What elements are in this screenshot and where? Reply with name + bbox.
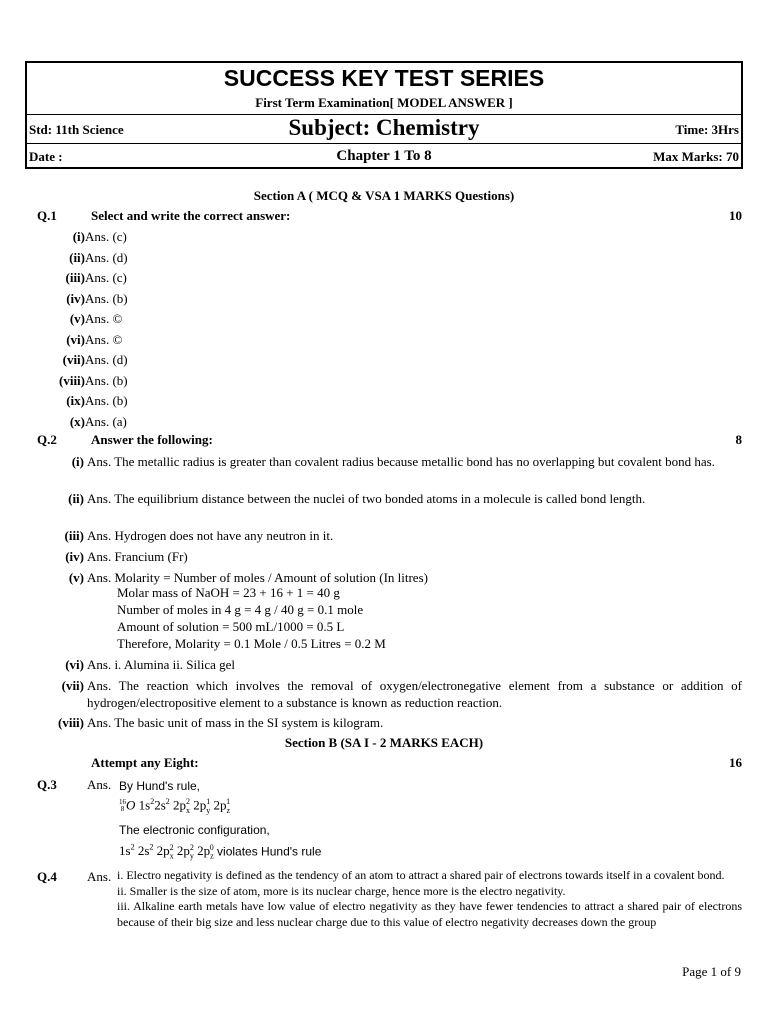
q2-answer xyxy=(64,527,742,544)
molarity-step: Molar mass of NaOH = 23 + 16 + 1 = 40 g xyxy=(117,585,340,600)
q2-answer xyxy=(68,490,742,507)
q4-point: ii. Smaller is the size of atom, more is its nuclear charge, hence more is the electro negativity. xyxy=(117,883,566,898)
answer-number: (viii) xyxy=(59,372,85,388)
section-a-heading: Section A ( MCQ & VSA 1 MARKS Questions) xyxy=(253,188,515,203)
question-text: Select and write the correct answer: xyxy=(91,208,291,223)
hund-rule-line: By Hund's rule, xyxy=(119,779,200,793)
page-number: Page 1 of 9 xyxy=(682,964,741,979)
attempt-instruction: Attempt any Eight: xyxy=(91,755,199,770)
answer-text: Ans. i. Alumina ii. Silica gel xyxy=(87,657,236,672)
q1-answer xyxy=(47,250,128,266)
molarity-step: Therefore, Molarity = 0.1 Mole / 0.5 Litres = 0.2 M xyxy=(117,636,386,651)
answer-label: Ans. xyxy=(87,777,112,792)
answer-number: (i) xyxy=(72,229,85,244)
oxygen-configuration: 16 8 O $1s^22s^2$ $2p_x^2$ $2p_y^1$ $2p_z^1$ xyxy=(119,797,231,815)
q2-answer xyxy=(65,656,742,673)
q4-point: iii. Alkaline earth metals have low value of electro negativity as they have fewer tendencies to attract a shared pair of electrons because of their big size and less nuclear charge due to this value of electro negativity decreases down the group xyxy=(117,899,742,929)
section-marks: 16 xyxy=(729,755,742,770)
answer-text: Ans. Hydrogen does not have any neutron in it. xyxy=(87,528,334,543)
q1-answer xyxy=(47,414,127,430)
q1-answer xyxy=(47,311,122,327)
q4-indent-mask xyxy=(87,886,117,956)
answer-text: Ans. (b) xyxy=(85,290,128,306)
answer-number: (vi) xyxy=(66,331,85,347)
test-series-title: SUCCESS KEY TEST SERIES xyxy=(223,65,545,91)
question-number: Q.1 xyxy=(37,208,57,223)
answer-text: Ans. (d) xyxy=(85,249,128,265)
question-number: Q.3 xyxy=(37,777,57,792)
q2-answer xyxy=(68,569,742,586)
answer-number: (vi) xyxy=(65,657,84,672)
max-marks-label: Max Marks: 70 xyxy=(653,149,739,164)
header-box xyxy=(25,61,743,169)
answer-number: (viii) xyxy=(58,715,84,730)
exam-subtitle: First Term Examination[ MODEL ANSWER ] xyxy=(255,95,513,110)
header-divider xyxy=(27,143,741,144)
q2-answer xyxy=(58,714,742,731)
q1-answer xyxy=(47,352,128,368)
answer-number: (ii) xyxy=(69,249,85,265)
time-label: Time: 3Hrs xyxy=(675,122,739,137)
q1-answer xyxy=(47,270,127,286)
molarity-step: Amount of solution = 500 mL/1000 = 0.5 L xyxy=(117,619,345,634)
answer-text: Ans. (c) xyxy=(85,229,127,244)
q1-answer xyxy=(47,291,128,307)
answer-text: Ans. (a) xyxy=(85,413,127,429)
answer-text: Ans. (c) xyxy=(85,270,127,285)
q1-answer xyxy=(47,393,128,409)
answer-text: Ans. The reaction which involves the removal of oxygen/electronegative element from a substance or addition of hydrogen/electropositive element to a substance is known as reduction reaction. xyxy=(87,678,742,710)
answer-number: (iii) xyxy=(65,270,85,285)
std-label: Std: 11th Science xyxy=(29,122,124,137)
answer-number: (ii) xyxy=(68,491,84,506)
q2-answer xyxy=(65,548,742,565)
q2-answer xyxy=(71,453,742,470)
question-marks: 8 xyxy=(735,432,742,447)
molarity-step: Number of moles in 4 g = 4 g / 40 g = 0.1 mole xyxy=(117,602,364,617)
answer-number: (vii) xyxy=(61,678,84,693)
answer-number: (x) xyxy=(69,413,85,429)
answer-number: (vii) xyxy=(62,352,85,367)
answer-text: Ans. The metallic radius is greater than covalent radius because metallic bond has no overlapping but covalent bond has. xyxy=(87,454,715,469)
answer-number: (iv) xyxy=(66,290,85,306)
answer-text: Ans. © xyxy=(85,311,123,326)
answer-text: Ans. © xyxy=(85,331,123,347)
answer-number: (iv) xyxy=(65,549,84,564)
answer-text: Ans. Francium (Fr) xyxy=(87,549,188,564)
answer-text: Ans. (d) xyxy=(85,352,128,367)
answer-number: (iii) xyxy=(64,528,84,543)
question-marks: 10 xyxy=(729,208,742,223)
section-b-heading: Section B (SA I - 2 MARKS EACH) xyxy=(284,735,484,750)
q4-answer-text xyxy=(117,868,742,930)
q4-point: i. Electro negativity is defined as the tendency of an atom to attract a shared pair of electrons towards itself in a covalent bond. xyxy=(117,868,725,882)
answer-text: Ans. The equilibrium distance between the nuclei of two bonded atoms in a molecule is called bond length. xyxy=(87,491,646,506)
q2-answer xyxy=(61,677,742,711)
violation-note: violates Hund's rule xyxy=(217,844,322,859)
answer-number: (v) xyxy=(68,570,84,585)
date-label: Date : xyxy=(29,149,63,164)
violating-configuration: $1s^2$ $2s^2$ $2p_x^2$ $2p_y^2$ $2p_z^0$ violates Hund's rule xyxy=(119,843,322,861)
answer-label: Ans. xyxy=(87,869,112,884)
question-number: Q.4 xyxy=(37,869,57,884)
answer-number: (v) xyxy=(69,311,85,326)
subject-label: Subject: Chemistry xyxy=(288,115,480,140)
answer-number: (ix) xyxy=(66,393,85,408)
q1-answer xyxy=(47,332,122,348)
q1-answer xyxy=(47,373,128,389)
question-number: Q.2 xyxy=(37,432,57,447)
answer-text: Ans. (b) xyxy=(85,393,128,408)
electronic-config-line: The electronic configuration, xyxy=(119,823,270,837)
question-text: Answer the following: xyxy=(91,432,213,447)
answer-text: Ans. The basic unit of mass in the SI system is kilogram. xyxy=(87,715,384,730)
answer-text: Ans. Molarity = Number of moles / Amount of solution (In litres) xyxy=(87,570,428,585)
answer-number: (i) xyxy=(71,454,84,469)
answer-text: Ans. (b) xyxy=(85,372,128,388)
chapter-label: Chapter 1 To 8 xyxy=(336,148,432,164)
q1-answer xyxy=(47,229,127,245)
